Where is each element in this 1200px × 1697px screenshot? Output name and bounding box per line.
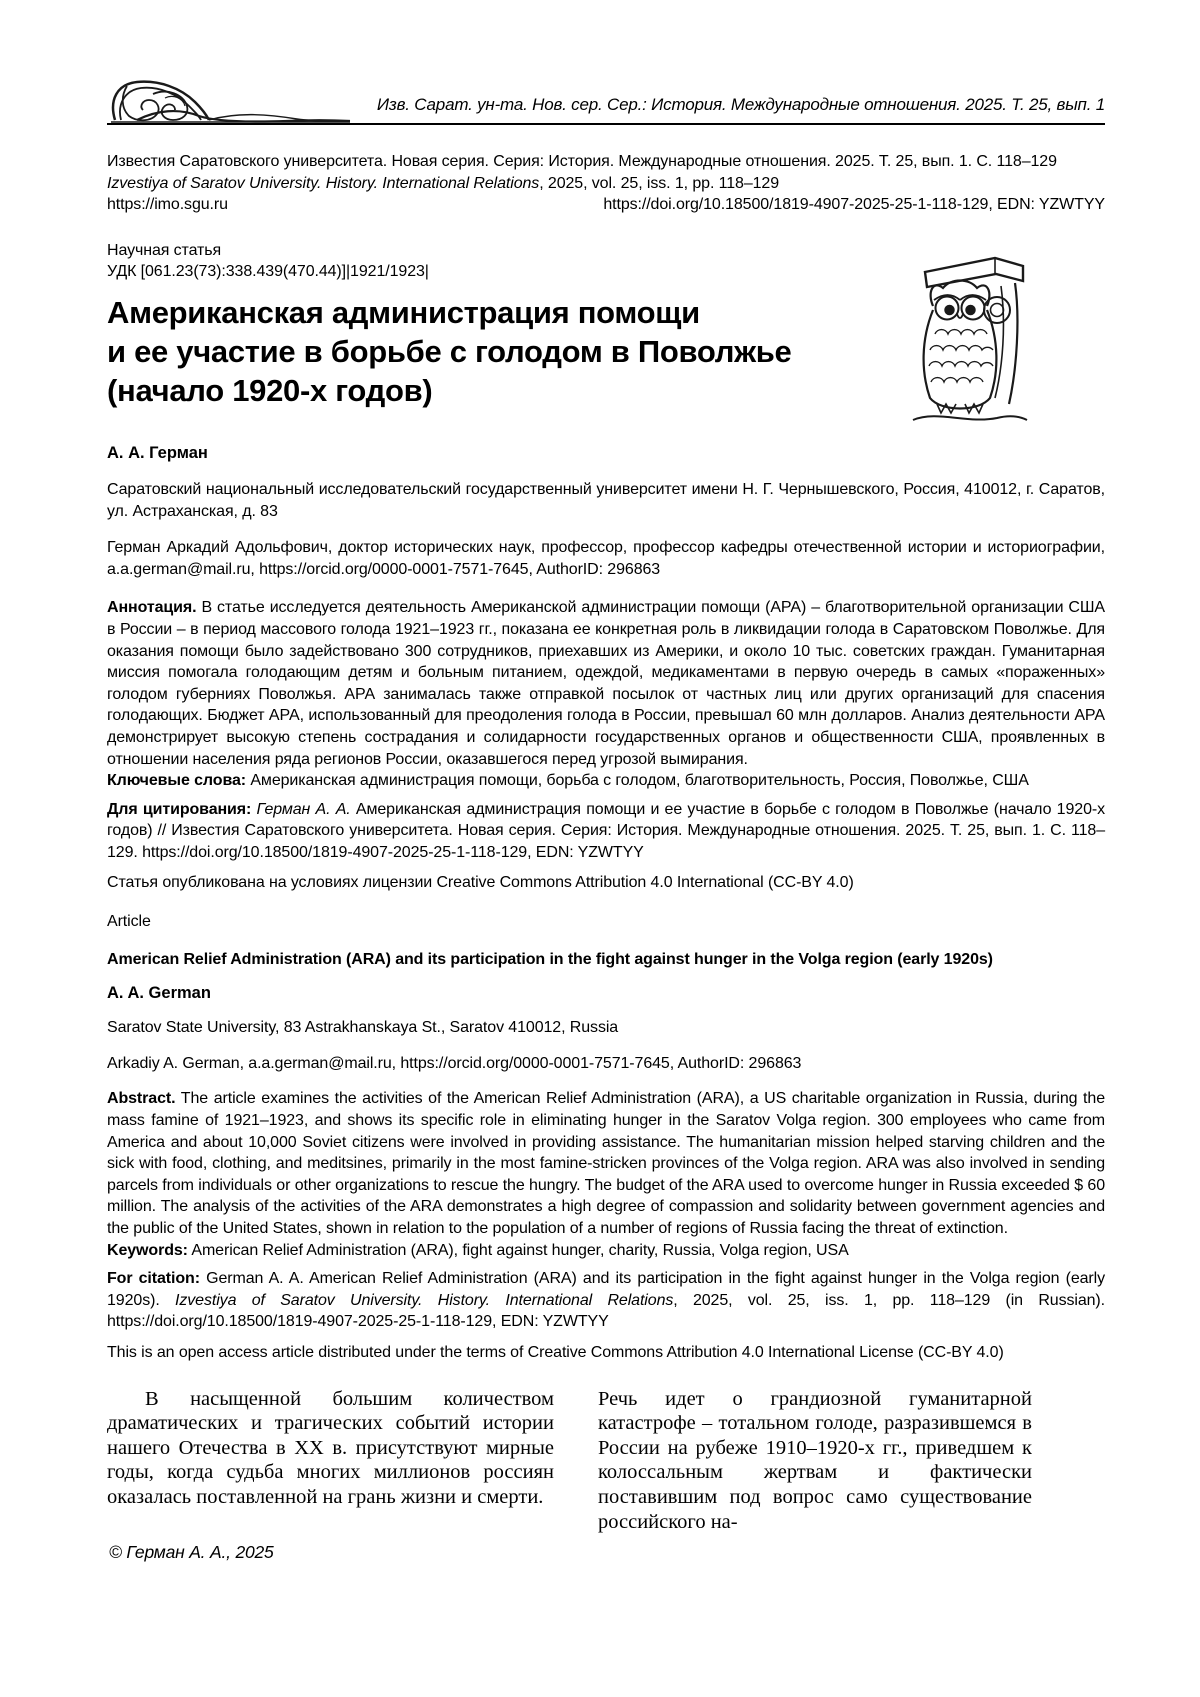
- keywords-ru: [107, 770, 1105, 792]
- title-line-3: (начало 1920-х годов): [107, 372, 433, 408]
- citation-line-en: [107, 173, 1105, 195]
- for-citation-ru: [107, 799, 1105, 864]
- journal-title-translit: Izvestiya of Saratov University. History. International Relations: [107, 174, 540, 192]
- author-name-en: A. A. German: [107, 984, 211, 1003]
- affiliation-en: Saratov State University, 83 Astrakhanskaya St., Saratov 410012, Russia: [107, 1019, 619, 1037]
- license-en: This is an open access article distributed under the terms of Creative Commons Attribution 4.0 International License (CC-BY 4.0): [107, 1343, 1004, 1361]
- body-column-left: В насыщенной большим количеством драматических и трагических событий истории нашего Отечества в XX в. присутствуют мирные годы, когда судьба многих миллионов россиян оказалась поставленной на грань жизни и смерти.: [107, 1387, 554, 1508]
- author-bio-en: Arkadiy A. German, a.a.german@mail.ru, https://orcid.org/0000-0001-7571-7645, AuthorID: 296863: [107, 1054, 802, 1072]
- body-column-right: Речь идет о грандиозной гуманитарной катастрофе – тотальном голоде, разразившемся в России на рубеже 1910–1920-х гг., приведшем к колоссальным жертвам и фактически поставившим под вопрос само существование российского на-: [598, 1387, 1032, 1533]
- abstract-ru-label: Аннотация.: [107, 599, 197, 617]
- for-citation-en: [107, 1268, 1105, 1333]
- for-citation-ru-label: Для цитирования:: [107, 800, 252, 818]
- title-line-1: Американская администрация помощи: [107, 294, 700, 330]
- for-citation-ru-text: Американская администрация помощи и ее участие в борьбе с голодом в Поволжье (начало 1920-х годов) // Известия Саратовского университета. Новая серия. Серия: История. Международные отношения. 2025. Т. 25, вып. 1. С. 118–129. https://doi.org/10.18500/1819-4907-2025-25-1-118-129, EDN: YZWTYY: [107, 800, 1105, 861]
- udk-code: УДК [061.23(73):338.439(470.44)]|1921/1923|: [107, 263, 429, 281]
- keywords-ru-label: Ключевые слова:: [107, 772, 246, 790]
- for-citation-ru-author: Герман А. А.: [251, 800, 351, 818]
- for-citation-en-journal: Izvestiya of Saratov University. History. International Relations: [175, 1291, 674, 1309]
- abstract-ru-text: В статье исследуется деятельность Американской администрации помощи (АРА) – благотворительной организации США в России – в период массового голода 1921–1923 гг., показана ее конкретная роль в ликвидации голода в Саратовском Поволжье. Для оказания помощи было задействовано 300 сотрудников, приехавших из Америки, и около 10 тыс. советских граждан. Гуманитарная миссия помогала голодающим детям и больным питанием, одеждой, медикаментами в первую очередь в самых «пораженных» голодом губерниях Поволжья. АРА занималась также отправкой посылок от частных лиц или других организаций для спасения голодающих. Бюджет АРА, использованный для преодоления голода в России, превышал 60 млн долларов. Анализ деятельности АРА демонстрирует высокую степень сострадания и солидарности государственных органов и общественности США, проявленных в отношении населения ряда регионов России, оказавшегося перед угрозой вымирания.: [107, 599, 1105, 768]
- author-bio-ru: Герман Аркадий Адольфович, доктор исторических наук, профессор, профессор кафедры отечественной истории и историографии, a.a.german@mail.ru, https://orcid.org/0000-0001-7571-7645, AuthorID: 296863: [107, 539, 1105, 578]
- article-title-ru: [107, 293, 877, 410]
- author-name-ru: А. А. Герман: [107, 443, 208, 462]
- for-citation-en-label: For citation:: [107, 1270, 200, 1288]
- license-ru: Статья опубликована на условиях лицензии Creative Commons Attribution 4.0 International (CC-BY 4.0): [107, 874, 854, 892]
- journal-url: https://imo.sgu.ru: [107, 196, 228, 214]
- article-body: [107, 1387, 1105, 1535]
- article-title-en: American Relief Administration (ARA) and its participation in the fight against hunger in the Volga region (early 1920s): [107, 950, 993, 968]
- abstract-en-label: Abstract.: [107, 1090, 176, 1108]
- article-type-ru: Научная статья: [107, 241, 222, 259]
- abstract-en: [107, 1088, 1105, 1239]
- keywords-ru-text: Американская администрация помощи, борьба с голодом, благотворительность, Россия, Поволжье, США: [246, 772, 1029, 790]
- citation-header: [107, 151, 1105, 216]
- copyright-line: © Герман А. А., 2025: [109, 1542, 274, 1562]
- for-citation-en-text1: German A. A. American Relief Administration (ARA) and its participation in the fight against hunger in the Volga region (early 1920s).: [107, 1270, 1105, 1309]
- ornament-flourish-icon: [107, 76, 352, 124]
- doi-edn: https://doi.org/10.18500/1819-4907-2025-25-1-118-129, EDN: YZWTYY: [603, 196, 1105, 214]
- abstract-ru: [107, 597, 1105, 770]
- citation-line-ru: Известия Саратовского университета. Новая серия. Серия: История. Международные отношения. 2025. Т. 25, вып. 1. С. 118–129: [107, 153, 1057, 170]
- keywords-en-label: Keywords:: [107, 1241, 188, 1259]
- for-citation-en-text2: , 2025, vol. 25, iss. 1, pp. 118–129 (in Russian). https://doi.org/10.18500/1819-4907-2025-25-1-118-129, EDN: YZWTYY: [107, 1291, 1105, 1331]
- page-header: [107, 76, 1105, 125]
- citation-line-en-rest: , 2025, vol. 25, iss. 1, pp. 118–129: [539, 174, 780, 192]
- keywords-en-text: American Relief Administration (ARA), fight against hunger, charity, Russia, Volga region, USA: [187, 1241, 849, 1259]
- affiliation-ru: Саратовский национальный исследовательский государственный университет имени Н. Г. Чернышевского, Россия, 410012, г. Саратов, ул. Астраханская, д. 83: [107, 480, 1105, 520]
- keywords-en: [107, 1240, 1105, 1262]
- abstract-en-text: The article examines the activities of the American Relief Administration (ARA), a US charitable organization in Russia, during the mass famine of 1921–1923, and shows its specific role in eliminating hunger in the Saratov Volga region. 300 employees who came from America and about 10,000 Soviet citizens were involved in providing assistance. The humanitarian mission helped starving children and the sick with food, clothing, and meditsines, primarily in the most famine-stricken provinces of the Volga region. ARA was also involved in sending parcels from individuals or other organizations to rescue the hungry. The budget of the ARA used to overcome hunger in Russia exceeded $ 60 million. The analysis of the activities of the ARA demonstrates a high degree of compassion and solidarity between government agencies and the public of the United States, shown in relation to the population of a number of regions of Russia facing the threat of extinction.: [107, 1090, 1105, 1237]
- owl-emblem-icon: [897, 248, 1031, 436]
- links-row: [107, 194, 1105, 216]
- running-head: Изв. Сарат. ун-та. Нов. сер. Сер.: История. Международные отношения. 2025. Т. 25, вып. 1: [376, 95, 1105, 114]
- title-line-2: и ее участие в борьбе с голодом в Поволжье: [107, 333, 792, 369]
- article-type-en: Article: [107, 913, 151, 931]
